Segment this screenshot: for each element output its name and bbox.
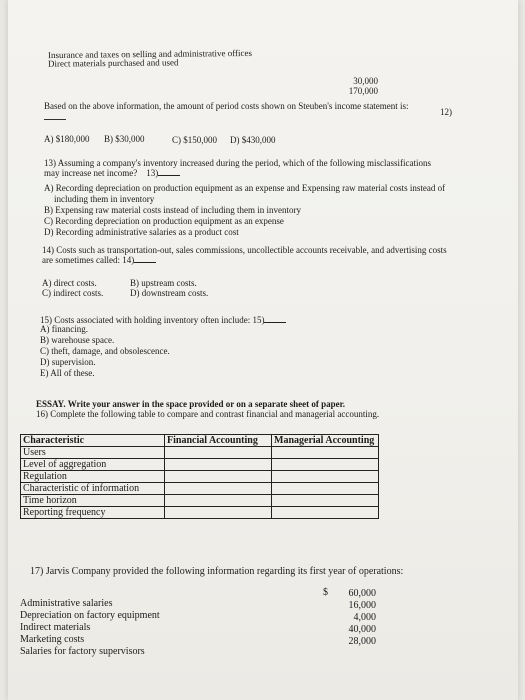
table-row <box>21 483 379 495</box>
table-header-characteristic: Characteristic <box>21 435 165 447</box>
table-row <box>21 459 379 471</box>
q13-option-a-cont: including them in inventory <box>54 194 155 204</box>
table-header-row <box>21 435 379 447</box>
comparison-table <box>20 434 379 519</box>
cell-managerial-time-horizon[interactable] <box>272 495 379 507</box>
q14-option-b: B) upstream costs. <box>130 278 197 288</box>
q12-option-b: B) $30,000 <box>104 134 145 144</box>
q14-line2: are sometimes called: 14) <box>42 254 156 266</box>
q15-line1: 15) Costs associated with holding inventory often include: 15) <box>40 314 286 326</box>
q17-amounts <box>334 588 376 648</box>
row-label-aggregation: Level of aggregation <box>21 459 165 471</box>
top-amount-1: 30,000 <box>353 76 378 86</box>
table-row <box>21 471 379 483</box>
table-header-managerial: Managerial Accounting <box>272 435 379 447</box>
q17-currency: $ <box>323 587 328 598</box>
essay-heading: ESSAY. Write your answer in the space provided or on a separate sheet of paper. <box>36 399 346 409</box>
q17-label-admin: Administrative salaries <box>20 598 113 609</box>
q16-text: 16) Complete the following table to compare and contrast financial and managerial accounting. <box>36 409 380 419</box>
q17-amount-admin: 60,000 <box>348 588 376 599</box>
table-row <box>21 507 379 519</box>
q12-number: 12) <box>440 107 452 117</box>
q17-amount-indirect: 4,000 <box>353 612 376 623</box>
top-line-1: Insurance and taxes on selling and administrative offices <box>47 47 253 61</box>
q17-label-marketing: Marketing costs <box>20 634 85 645</box>
q13-answer-blank[interactable] <box>158 167 180 176</box>
exam-page <box>8 0 518 700</box>
q14-line1: 14) Costs such as transportation-out, sales commissions, uncollectible accounts receivable, and advertising costs <box>42 245 447 255</box>
cell-managerial-reporting-frequency[interactable] <box>272 507 379 519</box>
q13-line2: may increase net income? 13) <box>44 167 180 179</box>
cell-financial-reporting-frequency[interactable] <box>165 507 272 519</box>
q13-option-b: B) Expensing raw material costs instead of including them in inventory <box>44 205 301 215</box>
q12-option-a: A) $180,000 <box>44 134 90 144</box>
q17-amount-depreciation: 16,000 <box>348 600 376 611</box>
table-header-financial: Financial Accounting <box>165 435 272 447</box>
q17-label-depreciation: Depreciation on factory equipment <box>20 610 160 621</box>
q13-option-c: C) Recording depreciation on production equipment as an expense <box>44 216 284 226</box>
q15-option-d: D) supervision. <box>40 357 96 367</box>
top-amount-2: 170,000 <box>348 86 378 96</box>
cell-managerial-aggregation[interactable] <box>272 459 379 471</box>
q13-option-a: A) Recording depreciation on production equipment as an expense and Expensing raw material costs instead of <box>44 183 446 193</box>
q12-text: Based on the above information, the amount of period costs shown on Steuben's income statement is: <box>44 101 409 111</box>
row-label-regulation: Regulation <box>21 471 165 483</box>
table-row <box>21 495 379 507</box>
q17-label-indirect: Indirect materials <box>20 622 91 633</box>
q15-options <box>40 324 170 379</box>
row-label-users: Users <box>21 447 165 459</box>
cell-managerial-users[interactable] <box>272 447 379 459</box>
cell-financial-characteristic-info[interactable] <box>165 483 272 495</box>
top-line-2: Direct materials purchased and used <box>47 57 179 69</box>
cell-managerial-characteristic-info[interactable] <box>272 483 379 495</box>
q14-option-d: D) downstream costs. <box>130 288 209 298</box>
row-label-reporting-frequency: Reporting frequency <box>21 507 165 519</box>
q13-options <box>44 183 445 238</box>
q14-option-c: C) indirect costs. <box>42 288 104 298</box>
cell-financial-time-horizon[interactable] <box>165 495 272 507</box>
q17-label-salaries: Salaries for factory supervisors <box>20 646 145 657</box>
row-label-time-horizon: Time horizon <box>21 495 165 507</box>
q15-option-e: E) All of these. <box>40 368 95 378</box>
q17-labels <box>20 598 160 658</box>
table-row <box>21 447 379 459</box>
q17-text: 17) Jarvis Company provided the following information regarding its first year of operations: <box>30 566 404 577</box>
q13-line1: 13) Assuming a company's inventory increased during the period, which of the following misclassifications <box>44 158 432 168</box>
cell-financial-users[interactable] <box>165 447 272 459</box>
q17-amount-marketing: 40,000 <box>348 624 376 635</box>
cell-financial-regulation[interactable] <box>165 471 272 483</box>
q12-answer-blank[interactable] <box>44 119 66 120</box>
cell-managerial-regulation[interactable] <box>272 471 379 483</box>
q12-option-c: C) $150,000 <box>172 135 217 145</box>
q15-answer-blank[interactable] <box>264 314 286 323</box>
q15-option-a: A) financing. <box>40 324 88 334</box>
q15-option-c: C) theft, damage, and obsolescence. <box>40 346 170 356</box>
q13-option-d: D) Recording administrative salaries as a product cost <box>44 227 239 237</box>
q15-option-b: B) warehouse space. <box>40 335 115 345</box>
q12-option-d: D) $430,000 <box>230 135 276 145</box>
row-label-characteristic-info: Characteristic of information <box>21 483 165 495</box>
cell-financial-aggregation[interactable] <box>165 459 272 471</box>
q14-answer-blank[interactable] <box>134 254 156 263</box>
q14-option-a: A) direct costs. <box>42 278 97 288</box>
q17-amount-salaries: 28,000 <box>348 636 376 647</box>
